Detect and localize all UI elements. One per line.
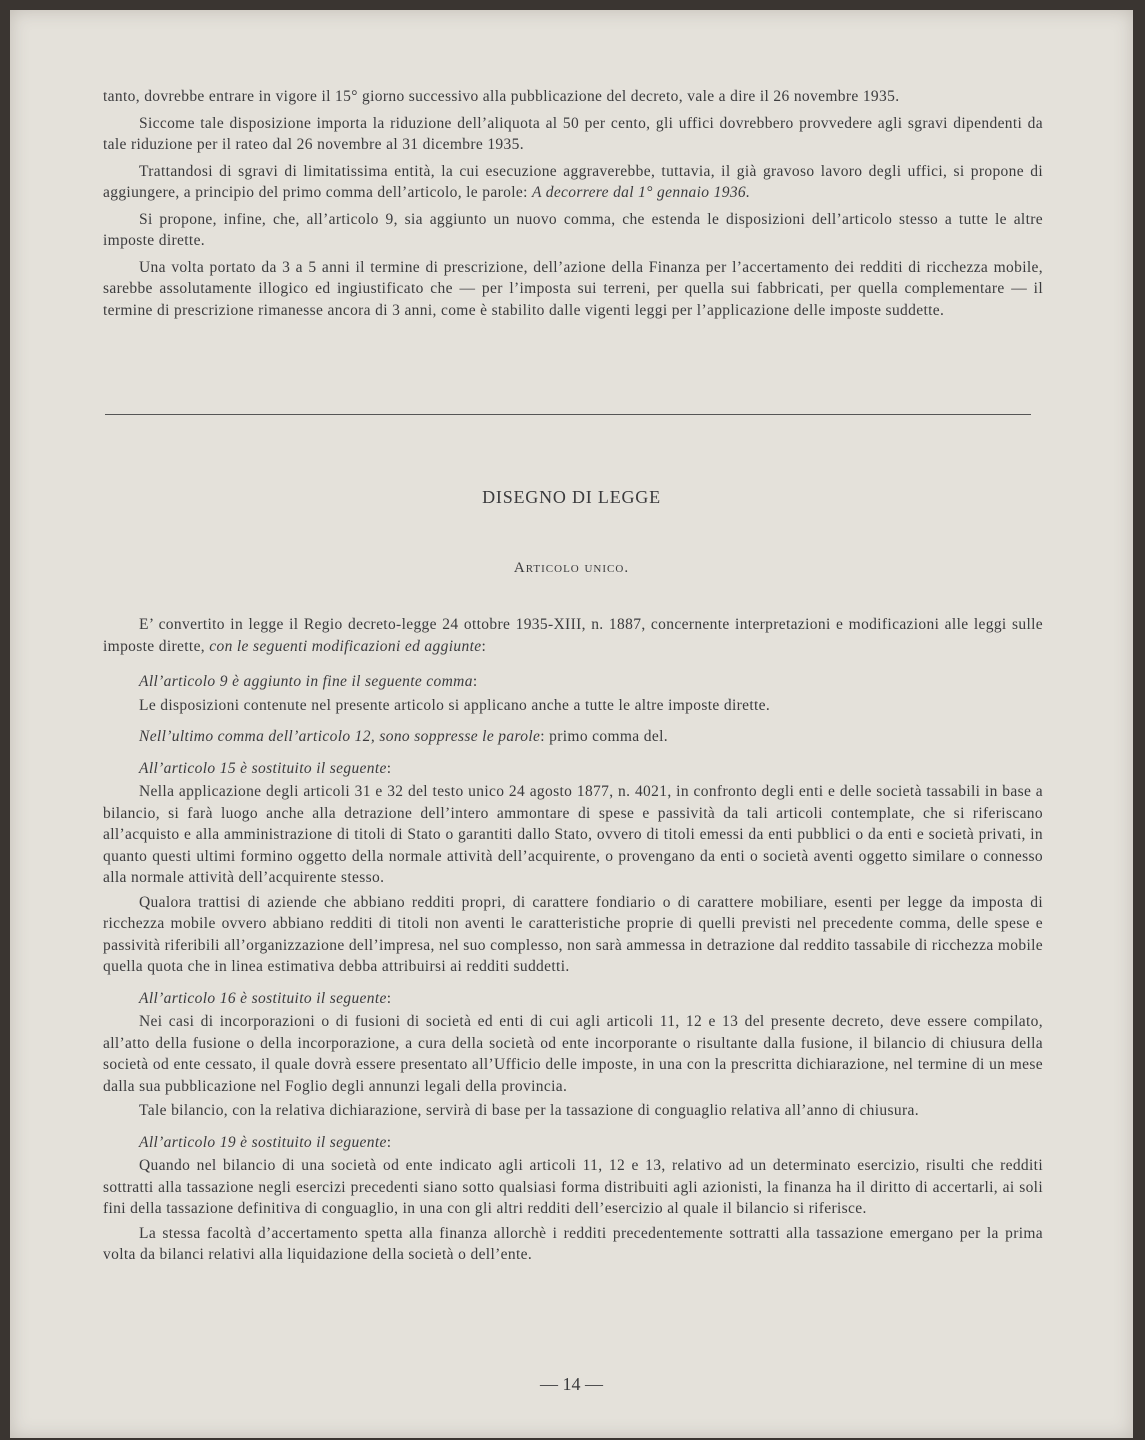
paragraph: Qualora trattisi di aziende che abbiano redditi propri, di carattere fondiario o di carattere mobiliare, esenti per legge da imposta di ricchezza mobile ovvero abbiano redditi di titoli non aventi le caratteristiche proprie di quelli previsti nel precedente comma, delle spese e passività riferibili all’organizzazione dell’impresa, nel suo complesso, non sarà ammessa in detrazione dal reddito tassabile di ricchezza mobile quella quota che in linea estimativa debba attribuirsi ai redditi suddetti. bbox=[103, 893, 1043, 975]
section-title: DISEGNO DI LEGGE bbox=[482, 487, 661, 507]
paragraph: tanto, dovrebbe entrare in vigore il 15° giorno successivo alla pubblicazione del decreto, vale a dire il 26 novembre 1935. bbox=[103, 88, 900, 105]
intro-text: E’ convertito in legge il Regio decreto-legge 24 ottobre 1935-XIII, n. 1887, concernente interpretazioni e modificazioni alle leggi sulle imposte dirette, bbox=[103, 616, 1043, 655]
heading-end: : bbox=[386, 759, 392, 777]
intro-paragraph bbox=[103, 614, 1043, 657]
intro-italic: con le seguenti modificazioni ed aggiunte bbox=[209, 637, 482, 655]
page-number: — 14 — bbox=[540, 1374, 603, 1394]
heading-text: Nell’ultimo comma dell’articolo 12, sono soppresse le parole bbox=[139, 728, 541, 745]
report-text bbox=[103, 86, 1043, 326]
article-heading bbox=[103, 988, 1043, 1010]
italic-phrase: A decorrere dal 1° gennaio 1936. bbox=[531, 184, 751, 201]
divider-rule bbox=[105, 414, 695, 415]
heading-text: All’articolo 16 è sostituito il seguente bbox=[139, 989, 387, 1007]
article-heading bbox=[103, 758, 1043, 780]
paragraph: Nella applicazione degli articoli 31 e 32 del testo unico 24 agosto 1877, n. 4021, in confronto degli enti e delle società tassabili in base a bilancio, si farà luogo anche alla detrazione dell’intero ammontare di spese e passività da tali articoli contemplate, che si riferiscano all’acquisto e alla amministrazione di titoli di Stato o garantiti dallo Stato, ovvero di titoli emessi da enti pubblici o da enti e società privati, in quanto questi ultimi formino oggetto della normale attività dell’acquirente, o provengano da enti o società aventi oggetto similare o connesso alla normale attività dell’acquirente stesso. bbox=[103, 783, 1043, 886]
paragraph: Si propone, infine, che, all’articolo 9, sia aggiunto un nuovo comma, che estenda le disposizioni dell’articolo stesso a tutte le altre imposte dirette. bbox=[103, 210, 1043, 249]
paragraph: Siccome tale disposizione importa la riduzione dell’aliquota al 50 per cento, gli uffici dovrebbero provvedere agli sgravi dipendenti da tale riduzione per il rateo dal 26 novembre al 31 dicembre 1935. bbox=[103, 114, 1043, 153]
heading-end: : primo comma del. bbox=[540, 728, 668, 745]
document-page bbox=[10, 10, 1133, 1438]
heading-text: All’articolo 9 è aggiunto in fine il seguente comma bbox=[139, 673, 473, 690]
paragraph: Nei casi di incorporazioni o di fusioni di società ed enti di cui agli articoli 11, 12 e 13 del presente decreto, deve essere compilato, all’atto della fusione o della incorporazione, a cura della società od ente incorporante o risultante dalla fusione, il bilancio di chiusura della società od ente cessato, il quale dovrà essere presentato all’Ufficio delle imposte, in una con la prescritta dichiarazione, nel termine di un mese dalla sua pubblicazione nel Foglio degli annunzi legali della provincia. bbox=[103, 1013, 1043, 1095]
intro-end: : bbox=[481, 637, 487, 655]
article-heading bbox=[103, 671, 1043, 693]
paragraph: La stessa facoltà d’accertamento spetta alla finanza allorchè i redditi precedentemente sottratti alla tassazione emergano per la prima volta da bilanci relativi alla liquidazione della società o dell’ente. bbox=[103, 1224, 1043, 1263]
heading-end: : bbox=[472, 673, 478, 690]
paragraph: Una volta portato da 3 a 5 anni il termine di prescrizione, dell’azione della Finanza per l’accertamento dei redditi di ricchezza mobile, sarebbe assolutamente illogico ed ingiustificato che — per l’imposta sui terreni, per quella sui fabbricati, per quella complementare — il termine di prescrizione rimanesse ancora di 3 anni, come è stabilito dalle vigenti leggi per l’applicazione delle imposte suddette. bbox=[103, 258, 1043, 319]
paragraph: Le disposizioni contenute nel presente articolo si applicano anche a tutte le altre imposte dirette. bbox=[139, 696, 771, 714]
section-subtitle: Articolo unico. bbox=[513, 560, 630, 576]
heading-text: All’articolo 19 è sostituito il seguente bbox=[139, 1133, 387, 1151]
bill-text bbox=[103, 614, 1043, 1269]
paragraph: Tale bilancio, con la relativa dichiarazione, servirà di base per la tassazione di conguaglio relativa all’anno di chiusura. bbox=[139, 1102, 919, 1119]
divider-rule bbox=[695, 414, 1031, 415]
heading-text: All’articolo 15 è sostituito il seguente bbox=[139, 759, 387, 777]
paragraph bbox=[103, 161, 1043, 204]
article-heading bbox=[103, 726, 1043, 748]
paragraph-text: Trattandosi di sgravi di limitatissima entità, la cui esecuzione aggraverebbe, tuttavia, il già gravoso lavoro degli uffici, si propone di aggiungere, a principio del primo comma dell’articolo, le parole: bbox=[103, 162, 1043, 201]
paragraph: Quando nel bilancio di una società od ente indicato agli articoli 11, 12 e 13, relativo ad un determinato esercizio, risulti che redditi sottratti alla tassazione negli esercizi precedenti siano sotto qualsiasi forma distribuiti agli azionisti, la finanza ha il diritto di accertarli, ai soli fini della tassazione definitiva di conguaglio, in una con gli altri redditi dell’esercizio al quale il bilancio si riferisce. bbox=[103, 1157, 1043, 1217]
article-heading bbox=[103, 1132, 1043, 1154]
heading-end: : bbox=[386, 989, 392, 1007]
heading-end: : bbox=[386, 1133, 392, 1151]
